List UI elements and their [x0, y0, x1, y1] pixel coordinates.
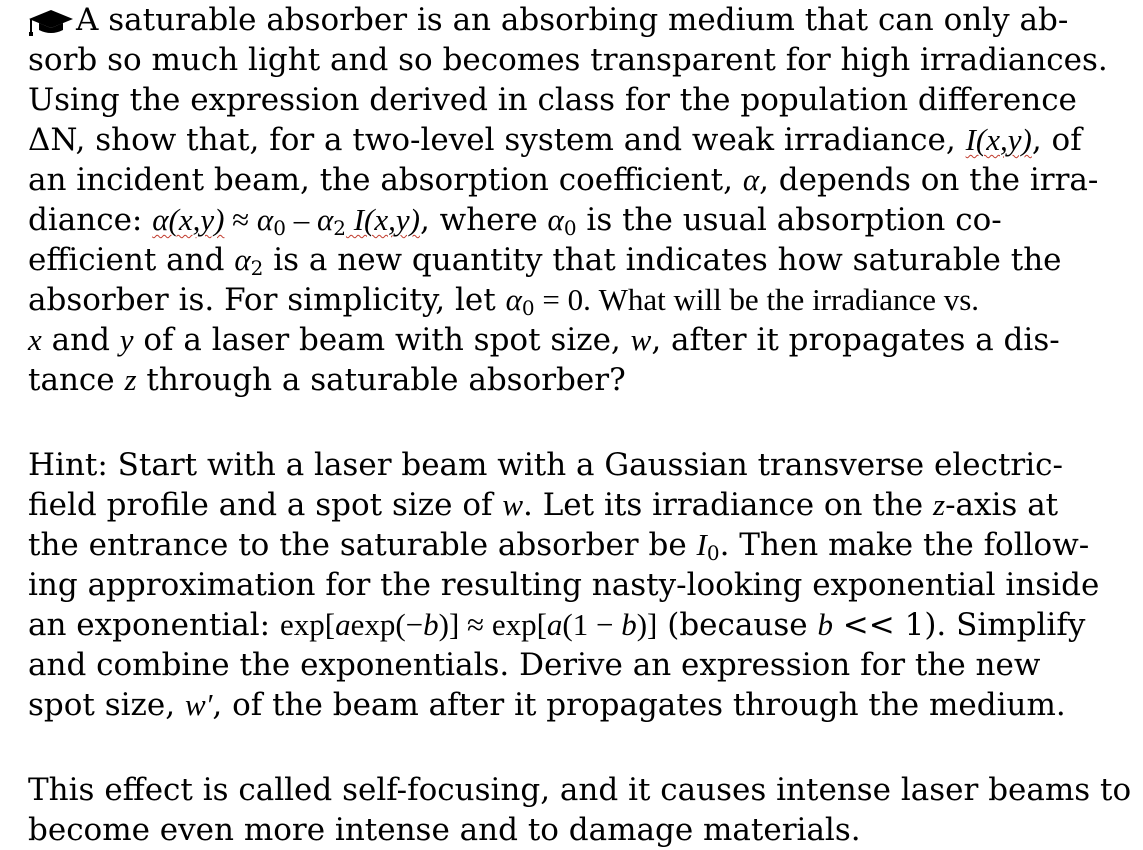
math-b: b [817, 607, 833, 642]
math-y: y [119, 322, 134, 357]
line-2: become even more intense and to damage materials. [28, 812, 861, 848]
text: . Then make the follow- [719, 527, 1090, 563]
text: is the usual absorption co- [576, 202, 1002, 238]
math-I: I [696, 527, 707, 562]
subscript: 2 [250, 256, 264, 280]
text: . Let its irradiance on the [523, 487, 933, 523]
math-alpha0: α [547, 202, 564, 237]
text: efficient and [28, 242, 235, 278]
math-exp: exp(− [350, 607, 424, 642]
text: tance [28, 362, 125, 398]
line-2: sorb so much light and so becomes transparent for high irradiances. [28, 42, 1108, 78]
math-b: b [423, 607, 439, 642]
text: , where [419, 202, 548, 238]
math-w-prime: w′ [184, 687, 213, 722]
line-3 [28, 525, 1128, 565]
line-7 [28, 685, 1128, 725]
math-exp: )] [636, 607, 658, 642]
text: of a laser beam with spot size, [133, 322, 631, 358]
paragraph-question [28, 0, 1128, 400]
math-b: b [621, 607, 637, 642]
text: = 0. What will be the irradiance vs. [534, 282, 980, 317]
text: is a new quantity that indicates how saturable the [263, 242, 1062, 278]
paragraph-spacer [28, 400, 1128, 445]
math-exp: (1 − [562, 607, 622, 642]
paragraph-hint [28, 445, 1128, 725]
line-7 [28, 240, 1128, 280]
text: and [41, 322, 120, 358]
text: << 1). Simplify [832, 607, 1086, 643]
line-9 [28, 320, 1128, 360]
math-alpha2: α [316, 202, 334, 237]
math-x: x [28, 322, 42, 357]
math-alpha0: α [505, 282, 522, 317]
math-alpha-xy: α(x,y) [152, 202, 225, 237]
subscript: 0 [273, 216, 286, 240]
text: absorber is. For simplicity, let [28, 282, 506, 318]
line-2 [28, 485, 1128, 525]
math-exp: )] ≈ exp[ [438, 607, 547, 642]
math-a: a [335, 607, 351, 642]
subscript: 0 [563, 216, 577, 240]
line-5 [28, 605, 1128, 645]
line-1: This effect is called self-focusing, and it causes intense laser beams to [28, 772, 1132, 808]
text: , depends on the irra- [759, 162, 1099, 198]
line-1 [28, 0, 1128, 40]
text: (because [657, 607, 818, 643]
line-8 [28, 280, 1128, 320]
math-z: z [933, 487, 946, 522]
text: an incident beam, the absorption coefficient, [28, 162, 743, 198]
math-z: z [124, 362, 137, 397]
text: spot size, [28, 687, 185, 723]
text: , of the beam after it propagates through the medium. [212, 687, 1066, 723]
math-irradiance: I(x,y) [345, 202, 420, 237]
text: diance: [28, 202, 153, 238]
line-10 [28, 360, 1128, 400]
math-w: w [630, 322, 652, 357]
line-1: Hint: Start with a laser beam with a Gaussian transverse electric- [28, 447, 1064, 483]
line-3: Using the expression derived in class for the population difference [28, 82, 1077, 118]
subscript: 0 [521, 296, 535, 320]
math-minus: – [285, 202, 317, 237]
math-exp: exp[ [279, 607, 336, 642]
math-alpha2: α [234, 242, 251, 277]
text: , after it propagates a dis- [651, 322, 1060, 358]
math-alpha0: α [256, 202, 274, 237]
text: through a saturable absorber? [136, 362, 626, 398]
text: , of [1031, 122, 1082, 158]
text: the entrance to the saturable absorber be [28, 527, 697, 563]
line-6: and combine the exponentials. Derive an expression for the new [28, 647, 1041, 683]
subscript: 2 [333, 216, 346, 240]
text: field profile and a spot size of [28, 487, 503, 523]
line-4 [28, 120, 1128, 160]
subscript: 0 [706, 541, 720, 565]
math-alpha: α [742, 162, 760, 197]
paragraph-spacer [28, 725, 1128, 770]
math-w: w [502, 487, 523, 522]
problem-text [28, 0, 1132, 850]
math-a: a [546, 607, 563, 642]
line-4: ing approximation for the resulting nasty-looking exponential inside [28, 567, 1100, 603]
math-approx: ≈ [224, 202, 257, 237]
line-6 [28, 200, 1128, 240]
math-irradiance: I(x,y) [965, 122, 1032, 157]
text: A saturable absorber is an absorbing medium that can only ab- [76, 2, 1069, 38]
graduation-cap-icon [28, 6, 74, 36]
text: -axis at [945, 487, 1059, 523]
line-5 [28, 160, 1128, 200]
paragraph-conclusion [28, 770, 1132, 850]
text: ΔN, show that, for a two-level system and weak irradiance, [28, 122, 966, 158]
text: an exponential: [28, 607, 280, 643]
